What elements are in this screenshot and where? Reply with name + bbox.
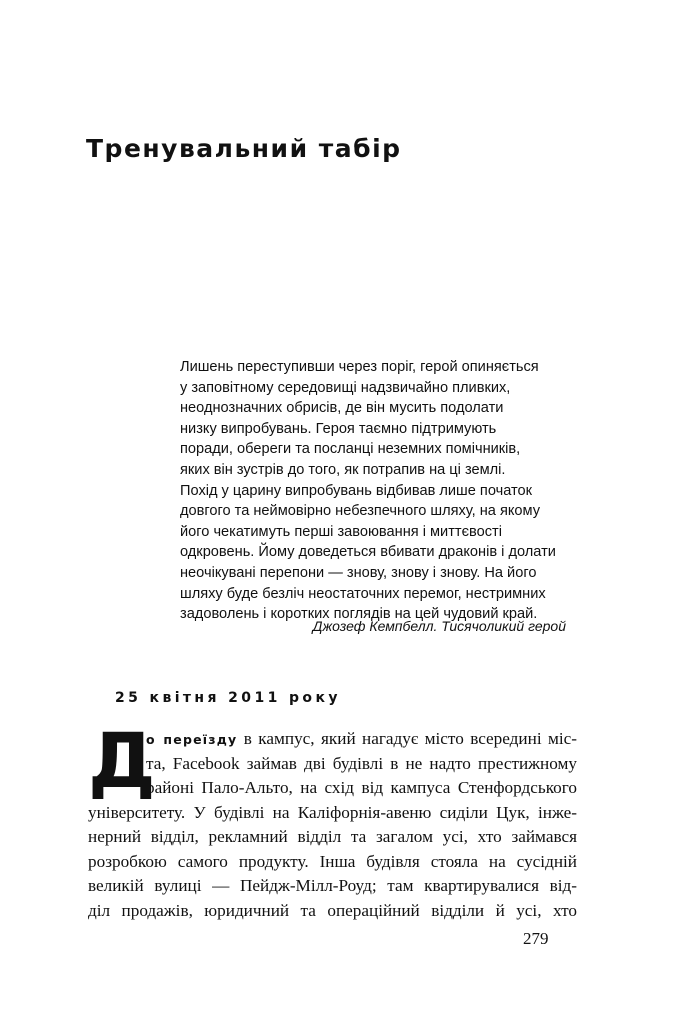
body-line: великій вулиці — Пейдж-Мілл-Роуд; там квартирувалися від- xyxy=(88,876,577,895)
body-line: університету. У будівлі на Каліфорнія-авеню сиділи Цук, інже- xyxy=(88,802,577,822)
body-line xyxy=(88,727,577,752)
drop-cap: Д xyxy=(88,716,156,805)
epigraph-line: задоволень і коротких поглядів на цей чудовий край. xyxy=(180,606,538,623)
body-text xyxy=(88,716,577,923)
epigraph-line: низку випробувань. Героя таємно підтримують xyxy=(180,420,497,437)
epigraph-line: неочікувані перепони — знову, знову і знову. На його xyxy=(180,564,537,581)
epigraph-line: Похід у царину випробувань відбивав лише початок xyxy=(180,482,533,499)
body-line: та, Facebook займав дві будівлі в не надто престижному xyxy=(146,753,577,773)
body-line: діл продажів, юридичний та операційний відділи й усі, хто xyxy=(88,900,577,920)
epigraph-line: яких він зустрів до того, як потрапив на ці землі. xyxy=(180,461,506,478)
epigraph-line: неоднозначних обрисів, де він мусить подолати xyxy=(180,400,504,417)
epigraph-line: Лишень переступивши через поріг, герой опиняється xyxy=(180,359,539,375)
page-number: 279 xyxy=(523,929,549,948)
section-date-heading: 25 квітня 2011 року xyxy=(115,690,341,706)
body-line: розробкою самого продукту. Інша будівля стояла на сусідній xyxy=(88,851,577,871)
epigraph-line: у заповітному середовищі надзвичайно пливких, xyxy=(180,379,511,396)
epigraph-line: його чекатимуть перші завоювання і миттєвості xyxy=(180,523,502,540)
lead-in: о переїзду xyxy=(146,732,238,747)
epigraph-line: довгого та неймовірно небезпечного шляху, на якому xyxy=(180,503,541,520)
chapter-title: Тренувальний табір xyxy=(86,134,402,163)
body-line-rest: в кампус, який нагадує місто всередині міс- xyxy=(237,729,577,748)
epigraph xyxy=(180,357,580,625)
body-line: нерний відділ, рекламний відділ та загалом усі, хто займався xyxy=(88,827,577,846)
epigraph-line: одкровень. Йому доведеться вбивати драконів і долати xyxy=(180,544,556,561)
epigraph-attribution: Джозеф Кемпбелл. Тисячоликий герой xyxy=(312,618,566,634)
epigraph-line: поради, обереги та посланці неземних помічників, xyxy=(180,441,521,458)
body-line: районі Пало-Альто, на схід від кампуса Стенфордського xyxy=(146,778,577,797)
epigraph-line: шляху буде безліч неостаточних перемог, нестримних xyxy=(180,585,546,602)
